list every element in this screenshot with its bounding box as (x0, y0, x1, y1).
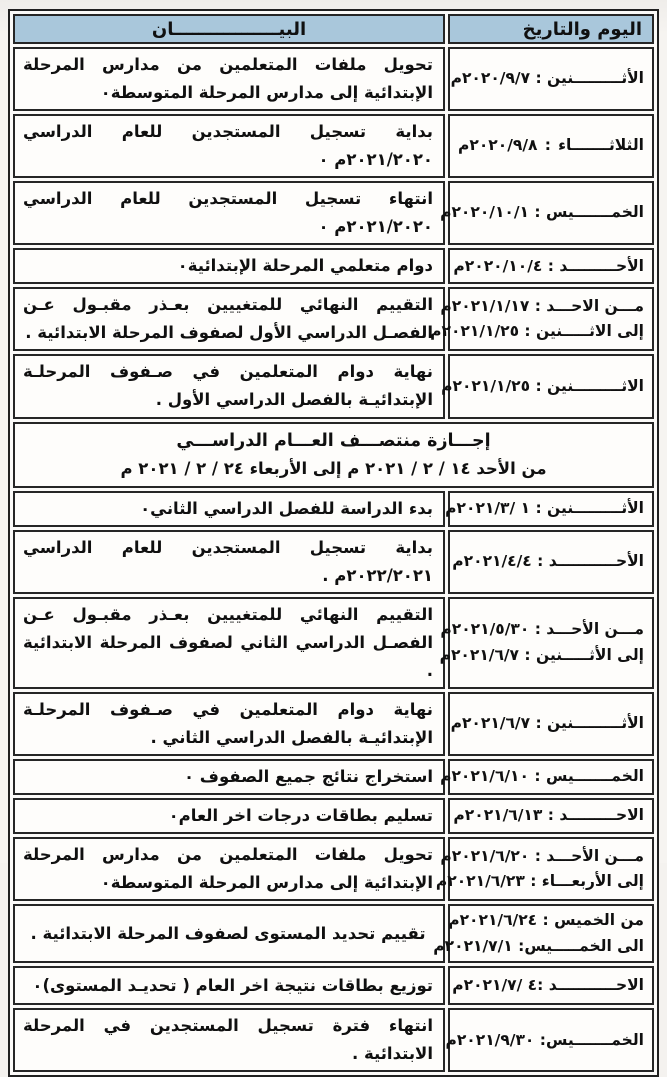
table-row (13, 287, 654, 351)
statement-cell: تحويل ملفات المتعلمين من مدارس المرحلة الإبتدائية إلى مدارس المرحلة المتوسطة٠ (13, 47, 445, 111)
date-cell (448, 692, 654, 756)
statement-cell: نهاية دوام المتعلمين في صـفوف المرحلـة الإبتدائيـة بالفصل الدراسي الأول . (13, 354, 445, 418)
statement-cell: انتهاء تسجيل المستجدين للعام الدراسي ٢٠٢١/٢٠٢٠م ٠ (13, 181, 445, 245)
day-date-text: الأثـــــــــنين : ٢٠٢٠/٩/٧م (450, 69, 644, 88)
statement-cell: استخراج نتائج جميع الصفوف ٠ (13, 759, 445, 795)
day-date-text-to: الى الخمـــــيس: ٢٠٢١/٧/١م (433, 936, 644, 955)
date-cell (435, 837, 654, 901)
table-row (13, 597, 654, 689)
date-cell (448, 798, 654, 834)
table-row (13, 837, 654, 901)
statement-cell: دوام متعلمي المرحلة الإبتدائية٠ (13, 248, 445, 284)
day-date-text: الثلاثـــــــاء : ٢٠٢٠/٩/٨م (458, 136, 644, 155)
table-row (13, 491, 654, 527)
table-row (13, 1008, 654, 1072)
day-date-text: الأثـــــــــنين : ١ /٢٠٢١/٣م (445, 498, 644, 517)
day-date-text: الخمـــــــيس : ٢٠٢١/٦/١٠م (440, 767, 644, 786)
date-cell (439, 597, 654, 689)
date-cell (441, 354, 654, 418)
table-row (13, 114, 654, 178)
table-row (13, 966, 654, 1005)
table-row (13, 530, 654, 594)
date-cell (448, 47, 654, 111)
table-row (13, 759, 654, 795)
statement-cell: التقييم النهائي للمتغييين بعـذر مقبـول عـن الفصـل الدراسي الأول لصفوف المرحلة الابتدائية . (13, 287, 445, 351)
table-row (13, 47, 654, 111)
date-cell (445, 1008, 654, 1072)
midyear-break-row (13, 422, 654, 488)
statement-cell: التقييم النهائي للمتغييين بعـذر مقبـول عـن الفصـل الدراسي الثاني لصفوف المرحلة الابتدائية . (13, 597, 445, 689)
day-date-text-from: مـــن الأحـــد : ٢٠٢١/٦/٢٠م (440, 846, 644, 865)
day-date-text: الاحـــــــــــد :٤ /٢٠٢١/٧م (452, 976, 644, 995)
academic-calendar-table (8, 9, 659, 1077)
date-cell (448, 530, 654, 594)
day-date-text: الخمـــــــيس : ٢٠٢٠/١٠/١م (440, 203, 644, 222)
date-cell (433, 904, 654, 963)
date-cell (448, 248, 654, 284)
day-date-text-from: مـــن الاحـــد : ٢٠٢١/١/١٧م (440, 296, 644, 315)
day-date-text: الاثـــــــــنين : ٢٠٢١/١/٢٥م (441, 376, 644, 395)
statement-cell: نهاية دوام المتعلمين في صـفوف المرحلـة الإبتدائيـة بالفصل الدراسي الثاني . (13, 692, 445, 756)
statement-cell: تسليم بطاقات درجات اخر العام٠ (13, 798, 445, 834)
date-cell (440, 759, 654, 795)
date-cell (445, 491, 654, 527)
break-period: من الأحد ١٤ / ٢ / ٢٠٢١ م إلى الأربعاء ٢٤ / ٢ / ٢٠٢١ م (120, 459, 547, 479)
table-row (13, 181, 654, 245)
day-date-text-to: إلى الاثـــــنين : ٢٠٢١/١/٢٥م (430, 322, 644, 341)
statement-cell: بداية تسجيل المستجدين للعام الدراسي ٢٠٢٢/٢٠٢١م . (13, 530, 445, 594)
day-date-text-from: من الخميس : ٢٠٢١/٦/٢٤م (448, 911, 644, 930)
statement-cell: تحويل ملفات المتعلمين من مدارس المرحلة الإبتدائية إلى مدارس المرحلة المتوسطة٠ (13, 837, 445, 901)
day-date-text: الأثـــــــــنين : ٢٠٢١/٦/٧م (450, 714, 644, 733)
table-row (13, 248, 654, 284)
day-date-text: الأحـــــــــــد : ٢٠٢١/٤/٤م (452, 551, 644, 570)
date-cell (430, 287, 654, 351)
header-row (13, 14, 654, 44)
day-date-text-to: إلى الأثـــــنين : ٢٠٢١/٦/٧م (439, 645, 644, 664)
table-row (13, 798, 654, 834)
day-date-text: الاحـــــــــد : ٢٠٢١/٦/١٣م (453, 806, 644, 825)
statement-cell: انتهاء فترة تسجيل المستجدين في المرحلة الابتدائية . (13, 1008, 445, 1072)
day-date-text-from: مـــن الأحـــد : ٢٠٢١/٥/٣٠م (440, 620, 644, 639)
day-date-text-to: إلى الأربعـــاء : ٢٠٢١/٦/٢٣م (435, 872, 644, 891)
statement-cell: بدء الدراسة للفصل الدراسي الثاني٠ (13, 491, 445, 527)
day-date-text: الأحـــــــــد : ٢٠٢٠/١٠/٤م (453, 256, 644, 275)
table-row (13, 692, 654, 756)
column-header-statement: البيـــــــــــــــــان (13, 14, 445, 44)
date-cell (440, 181, 654, 245)
midyear-break-cell (13, 422, 654, 488)
break-title: إجـــازة منتصـــف العـــام الدراســـي (176, 430, 491, 451)
day-date-text: الخمـــــــيس: ٢٠٢١/٩/٣٠م (445, 1030, 644, 1049)
table-row (13, 354, 654, 418)
statement-cell: توزيع بطاقات نتيجة اخر العام ( تحديـد المستوى)٠ (13, 966, 445, 1005)
table-row (13, 904, 654, 963)
statement-cell: بداية تسجيل المستجدين للعام الدراسي ٢٠٢١/٢٠٢٠م ٠ (13, 114, 445, 178)
column-header-day-date: اليوم والتاريخ (448, 14, 654, 44)
date-cell (448, 966, 654, 1005)
statement-cell: تقييم تحديد المستوى لصفوف المرحلة الابتدائية . (13, 904, 445, 963)
date-cell (448, 114, 654, 178)
